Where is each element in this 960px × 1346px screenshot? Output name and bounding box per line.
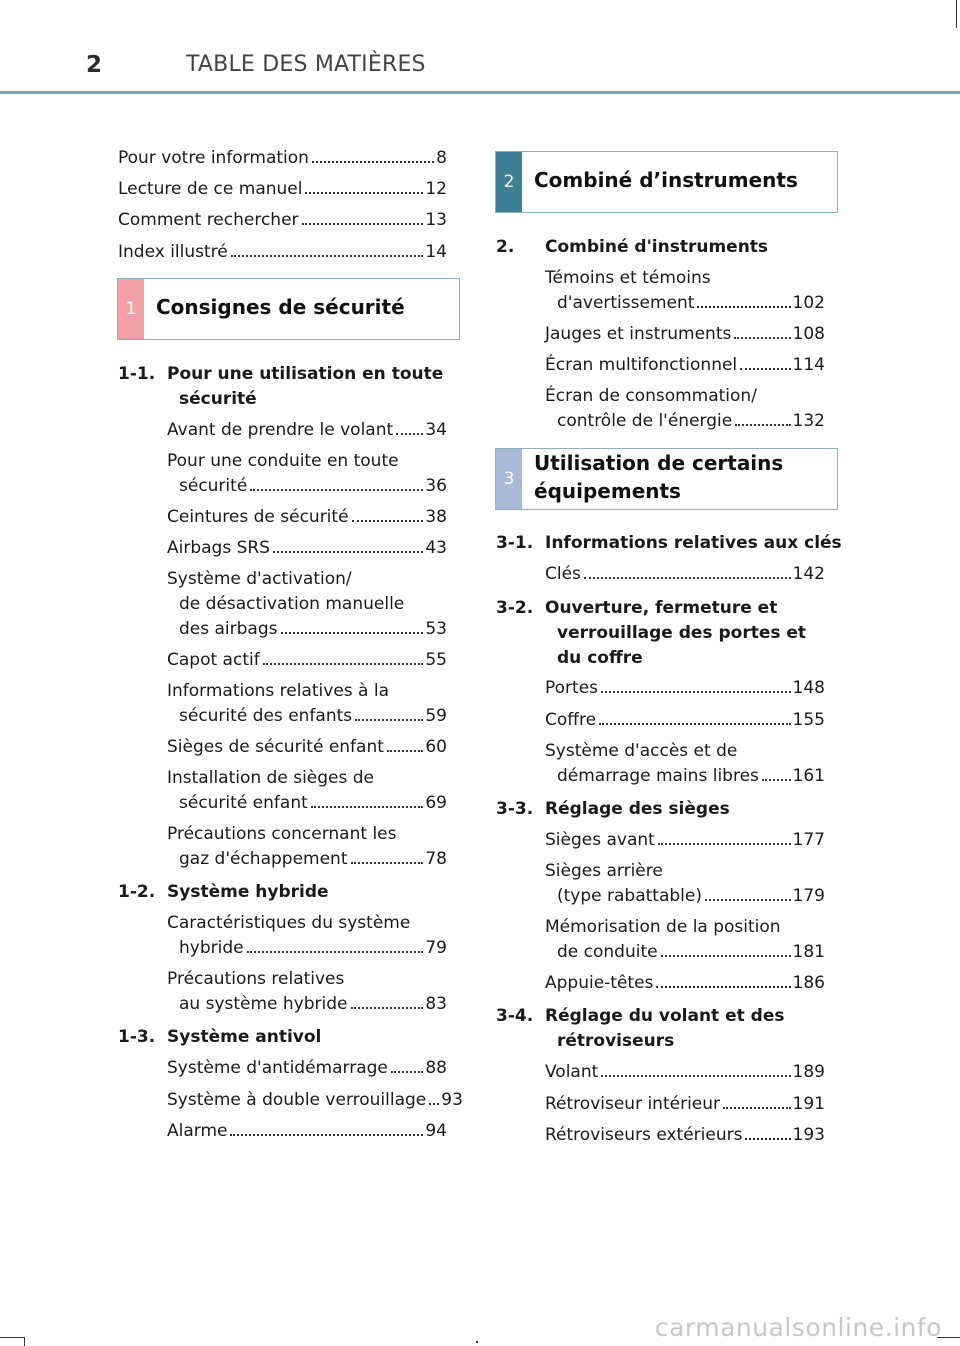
entry-title: démarrage mains libres (557, 766, 759, 786)
entry-title: Lecture de ce manuel (118, 179, 303, 199)
leader-dots (658, 843, 791, 845)
toc-entry[interactable] (167, 1119, 447, 1144)
toc-entry[interactable] (167, 536, 447, 561)
entry-title: Système d'antidémarrage (167, 1058, 388, 1078)
section-title-cont: rétroviseurs (557, 1031, 675, 1051)
entry-title: Sièges de sécurité enfant (167, 737, 384, 757)
entry-title: Rétroviseur intérieur (545, 1094, 721, 1114)
entry-title: Volant (545, 1062, 599, 1082)
section-title: Combiné d'instruments (545, 237, 769, 257)
entry-title: de conduite (557, 942, 658, 962)
leader-dots (661, 955, 791, 957)
crop-mark (956, 0, 957, 28)
toc-entry[interactable] (179, 936, 447, 961)
entry-title-line: Précautions relatives (167, 969, 345, 989)
leader-dots (250, 489, 423, 491)
header-rule (0, 91, 960, 94)
section-number: 1-1. (118, 364, 156, 384)
leader-dots (263, 663, 424, 665)
leader-dots (231, 255, 424, 257)
leader-dots (351, 862, 424, 864)
section-number: 3-4. (496, 1006, 534, 1026)
entry-title: sécurité des enfants (179, 706, 353, 726)
section-number: 3-3. (496, 799, 534, 819)
section-title: Système antivol (167, 1027, 322, 1047)
entry-page: 186 (792, 973, 825, 993)
chapter-tab: 3 (496, 449, 522, 509)
leader-dots (391, 1071, 423, 1073)
toc-entry[interactable] (557, 409, 825, 434)
section-title: Ouverture, fermeture et (545, 598, 778, 618)
section-number: 3-2. (496, 598, 534, 618)
entry-page: 191 (792, 1094, 825, 1114)
section-title-cont: du coffre (557, 648, 643, 668)
leader-dots (281, 632, 424, 634)
entry-title-line: Témoins et témoins (545, 268, 711, 288)
entry-title: Écran multifonctionnel (545, 355, 738, 375)
entry-title-line: Sièges arrière (545, 861, 663, 881)
leader-dots (601, 691, 791, 693)
entry-page: 83 (425, 994, 447, 1014)
page-header (0, 0, 960, 94)
entry-page: 189 (792, 1062, 825, 1082)
toc-entry[interactable] (557, 764, 825, 789)
leader-dots (355, 719, 423, 721)
leader-dots (429, 1103, 439, 1105)
entry-title: Avant de prendre le volant (167, 420, 394, 440)
entry-page: 8 (436, 148, 447, 168)
entry-title: sécurité (179, 476, 248, 496)
leader-dots (273, 551, 423, 553)
leader-dots (311, 806, 424, 808)
entry-page: 59 (425, 706, 447, 726)
chapter-title: Combiné d’instruments (534, 168, 798, 192)
section-title: Réglage du volant et des (545, 1006, 785, 1026)
toc-entry[interactable] (179, 704, 447, 729)
entry-page: 114 (792, 355, 825, 375)
leader-dots (656, 986, 790, 988)
entry-page: 177 (792, 830, 825, 850)
entry-page: 155 (792, 710, 825, 730)
toc-entry[interactable] (545, 828, 825, 853)
entry-page: 12 (425, 179, 447, 199)
entry-page: 79 (425, 938, 447, 958)
toc-entry[interactable] (167, 418, 447, 443)
chapter-title: Consignes de sécurité (156, 295, 405, 319)
entry-title: Coffre (545, 710, 597, 730)
entry-page: 161 (792, 766, 825, 786)
entry-title: Jauges et instruments (545, 324, 732, 344)
toc-entry[interactable] (167, 1056, 447, 1081)
page-number: 2 (86, 52, 103, 78)
toc-entry[interactable] (545, 708, 825, 733)
entry-page: 69 (425, 793, 447, 813)
entry-page: 60 (425, 737, 447, 757)
entry-title-line: Système d'accès et de (545, 741, 738, 761)
crop-mark (476, 1341, 478, 1343)
chapter-3-header[interactable] (495, 448, 838, 510)
toc-entry[interactable] (545, 353, 825, 378)
section-number: 3-1. (496, 533, 534, 553)
section-title: Système hybride (167, 882, 329, 902)
entry-page: 108 (792, 324, 825, 344)
entry-page: 43 (425, 538, 447, 558)
entry-page: 55 (425, 650, 447, 670)
entry-page: 53 (425, 619, 447, 639)
section-title-cont: sécurité (179, 389, 257, 409)
toc-entry[interactable] (557, 884, 825, 909)
chapter-title-cont: équipements (534, 479, 681, 503)
entry-title: sécurité enfant (179, 793, 308, 813)
entry-title-line: Installation de sièges de (167, 768, 375, 788)
leader-dots (396, 433, 423, 435)
crop-mark (24, 1337, 25, 1346)
entry-page: 93 (441, 1090, 463, 1110)
entry-title-line: Système d'activation/ (167, 569, 352, 589)
entry-title: Portes (545, 678, 599, 698)
entry-title-line: Mémorisation de la position (545, 917, 781, 937)
toc-entry[interactable] (545, 322, 825, 347)
section-title-cont: verrouillage des portes et (557, 623, 807, 643)
toc-entry[interactable] (179, 474, 447, 499)
section-number: 1-2. (118, 882, 156, 902)
entry-title: Rétroviseurs extérieurs (545, 1125, 743, 1145)
toc-entry[interactable] (179, 791, 447, 816)
toc-entry[interactable] (179, 847, 447, 872)
toc-entry[interactable] (167, 648, 447, 673)
chapter-tab: 2 (496, 152, 522, 212)
entry-title-line: de désactivation manuelle (179, 594, 405, 614)
entry-title: Ceintures de sécurité (167, 507, 349, 527)
entry-title: hybride (179, 938, 244, 958)
leader-dots (302, 223, 424, 225)
leader-dots (247, 951, 424, 953)
entry-page: 14 (425, 242, 447, 262)
entry-title-line: Écran de consommation/ (545, 386, 757, 406)
leader-dots (351, 1007, 424, 1009)
entry-title: Index illustré (118, 242, 228, 262)
entry-page: 88 (425, 1058, 447, 1078)
chapter-tab: 1 (118, 279, 144, 339)
entry-title: contrôle de l'énergie (557, 411, 733, 431)
leader-dots (734, 337, 790, 339)
toc-entry[interactable] (167, 1088, 463, 1113)
entry-title-line: Pour une conduite en toute (167, 451, 399, 471)
chapter-1-header[interactable] (117, 278, 460, 340)
entry-page: 13 (425, 210, 447, 230)
entry-page: 34 (425, 420, 447, 440)
leader-dots (740, 368, 790, 370)
entry-page: 78 (425, 849, 447, 869)
entry-title-line: Précautions concernant les (167, 824, 397, 844)
toc-entry[interactable] (118, 177, 447, 202)
entry-page: 179 (792, 886, 825, 906)
entry-title: d'avertissement (557, 293, 695, 313)
crop-mark (0, 1337, 24, 1338)
entry-title: au système hybride (179, 994, 348, 1014)
entry-page: 148 (792, 678, 825, 698)
toc-entry[interactable] (118, 146, 447, 171)
entry-title: Clés (545, 564, 581, 584)
leader-dots (305, 192, 423, 194)
page-title: TABLE DES MATIÈRES (186, 52, 426, 77)
entry-page: 193 (792, 1125, 825, 1145)
entry-title: Système à double verrouillage (167, 1090, 427, 1110)
entry-title-line: Informations relatives à la (167, 681, 390, 701)
toc-entry[interactable] (118, 208, 447, 233)
toc-entry[interactable] (179, 992, 447, 1017)
toc-entry[interactable] (545, 562, 825, 587)
leader-dots (312, 161, 434, 163)
toc-entry[interactable] (545, 1092, 825, 1117)
toc-entry[interactable] (167, 505, 447, 530)
section-title: Pour une utilisation en toute (167, 364, 444, 384)
leader-dots (705, 899, 791, 901)
toc-entry[interactable] (557, 940, 825, 965)
leader-dots (387, 750, 423, 752)
entry-title: Pour votre information (118, 148, 309, 168)
toc-entry[interactable] (118, 240, 447, 265)
toc-entry[interactable] (545, 971, 825, 996)
entry-page: 102 (792, 293, 825, 313)
leader-dots (352, 520, 424, 522)
leader-dots (599, 723, 790, 725)
entry-title: Alarme (167, 1121, 228, 1141)
leader-dots (230, 1134, 423, 1136)
entry-page: 132 (792, 411, 825, 431)
section-number: 1-3. (118, 1027, 156, 1047)
toc-entry[interactable] (545, 1123, 825, 1148)
entry-page: 36 (425, 476, 447, 496)
chapter-title: Utilisation de certains (534, 451, 784, 475)
section-title: Réglage des sièges (545, 799, 730, 819)
entry-title: Sièges avant (545, 830, 655, 850)
entry-title: des airbags (179, 619, 278, 639)
entry-page: 181 (792, 942, 825, 962)
toc-entry[interactable] (545, 1060, 825, 1085)
chapter-2-header[interactable] (495, 151, 838, 213)
entry-title: Appuie-têtes (545, 973, 654, 993)
leader-dots (601, 1075, 790, 1077)
entry-page: 142 (792, 564, 825, 584)
leader-dots (762, 779, 791, 781)
toc-entry[interactable] (545, 676, 825, 701)
section-number: 2. (496, 237, 515, 257)
toc-entry[interactable] (557, 291, 825, 316)
leader-dots (584, 577, 791, 579)
entry-title: Airbags SRS (167, 538, 270, 558)
entry-title-line: Caractéristiques du système (167, 913, 411, 933)
toc-entry[interactable] (167, 735, 447, 760)
entry-title: (type rabattable) (557, 886, 702, 906)
entry-page: 38 (425, 507, 447, 527)
entry-page: 94 (425, 1121, 447, 1141)
leader-dots (723, 1107, 791, 1109)
leader-dots (745, 1138, 790, 1140)
leader-dots (697, 306, 790, 308)
entry-title: gaz d'échappement (179, 849, 348, 869)
section-title: Informations relatives aux clés (545, 533, 842, 553)
entry-title: Capot actif (167, 650, 260, 670)
entry-title: Comment rechercher (118, 210, 299, 230)
toc-entry[interactable] (179, 617, 447, 642)
leader-dots (735, 424, 790, 426)
watermark: carmanualsonline.info (654, 1313, 942, 1342)
